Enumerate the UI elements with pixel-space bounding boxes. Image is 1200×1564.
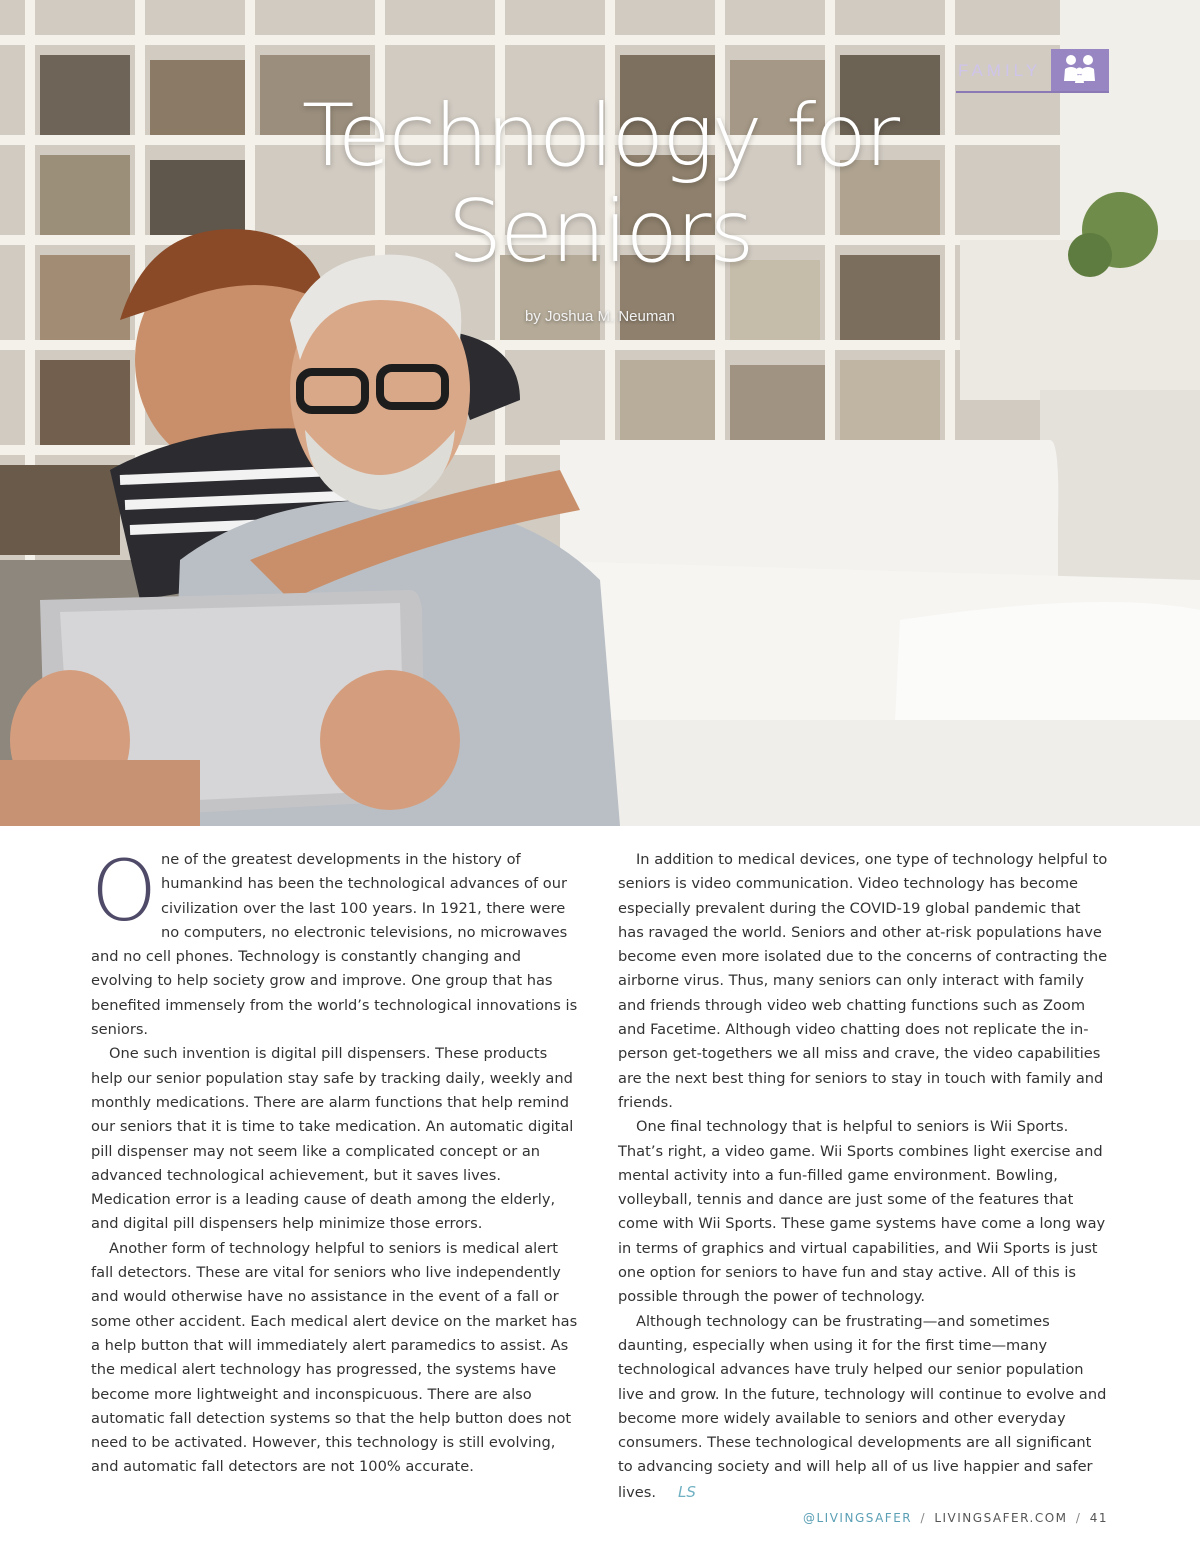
article-paragraph — [618, 1310, 1110, 1505]
article-paragraph: Another form of technology helpful to seniors is medical alert fall detectors. These are vital for seniors who live independently and would otherwise have no assistance in the event of a fall or some other accident. Each medical alert device on the market has a help button that will immediately alert paramedics to assist. As the medical alert technology has progressed, the systems have become more lightweight and inconspicuous. There are also automatic fall detection systems so that the help button does not need to be activated. However, this technology is still evolving, and automatic fall detectors are not 100% accurate. — [91, 1239, 578, 1476]
drop-cap: O — [91, 842, 158, 940]
website-link: LIVINGSAFER.COM — [934, 1511, 1068, 1525]
page-footer — [803, 1511, 1108, 1525]
section-tag — [956, 49, 1109, 93]
article-column-right — [618, 848, 1110, 1505]
article-paragraph: One final technology that is helpful to seniors is Wii Sports. That’s right, a video game. Wii Sports combines light exercise and mental activity into a fun-filled game environment. Bowling, volleyball, tennis and dance are just some of the features that come with Wii Sports. These game systems have come a long way in terms of graphics and virtual capabilities, and Wii Sports is just one option for seniors to have fun and stay active. All of this is possible through the power of technology. — [618, 1118, 1106, 1306]
page-number: 41 — [1089, 1511, 1108, 1525]
footer-separator: / — [920, 1511, 926, 1525]
title-line-1: Technology for — [301, 86, 899, 186]
byline: by Joshua M. Neuman — [524, 308, 676, 325]
family-icon — [1051, 49, 1109, 91]
footer-separator: / — [1075, 1511, 1082, 1525]
end-mark-logo: LS — [677, 1482, 696, 1501]
section-label: FAMILY — [958, 61, 1042, 80]
article-paragraph: One such invention is digital pill dispensers. These products help our senior population stay safe by tracking daily, weekly and monthly medications. There are alarm functions that help remind our seniors that it is time to take medication. An automatic digital pill dispenser may not seem like a complicated concept or an advanced technological achievement, but it saves lives. Medication error is a leading cause of death among the elderly, and digital pill dispensers help minimize those errors. — [91, 1045, 574, 1233]
paragraph-text: ne of the greatest developments in the history of humankind has been the technological advances of our civilization over the last 100 years. In 1921, there were no computers, no electronic televisions, no microwaves and no cell phones. Technology is constantly changing and evolving to help society grow and improve. One group that has benefited immensely from the world’s technological innovations is seniors. — [91, 851, 578, 1039]
social-handle: @LIVINGSAFER — [803, 1511, 913, 1525]
article-column-left — [91, 842, 583, 1480]
article-title — [150, 88, 1050, 280]
title-line-2: Seniors — [447, 182, 753, 282]
article-paragraph: In addition to medical devices, one type of technology helpful to seniors is video communication. Video technology has become especially prevalent during the COVID-19 global pandemic that has ravaged the world. Seniors and other at-risk populations have become even more isolated due to the concerns of contracting the airborne virus. Thus, many seniors can only interact with family and friends through video web chatting functions such as Zoom and Facetime. Although video chatting does not replicate the in-person get-togethers we all miss and crave, the video capabilities are the next best thing for seniors to stay in touch with family and friends. — [618, 851, 1108, 1111]
paragraph-text: Although technology can be frustrating—and sometimes daunting, especially when using it for the first time—many technological advances have truly helped our senior population live and grow. In the future, technology will continue to evolve and become more widely available to seniors and other everyday consumers. These technological developments are all significant to advancing society and will help all of us live happier and safer lives. — [618, 1312, 1107, 1501]
article-paragraph — [91, 842, 583, 1042]
